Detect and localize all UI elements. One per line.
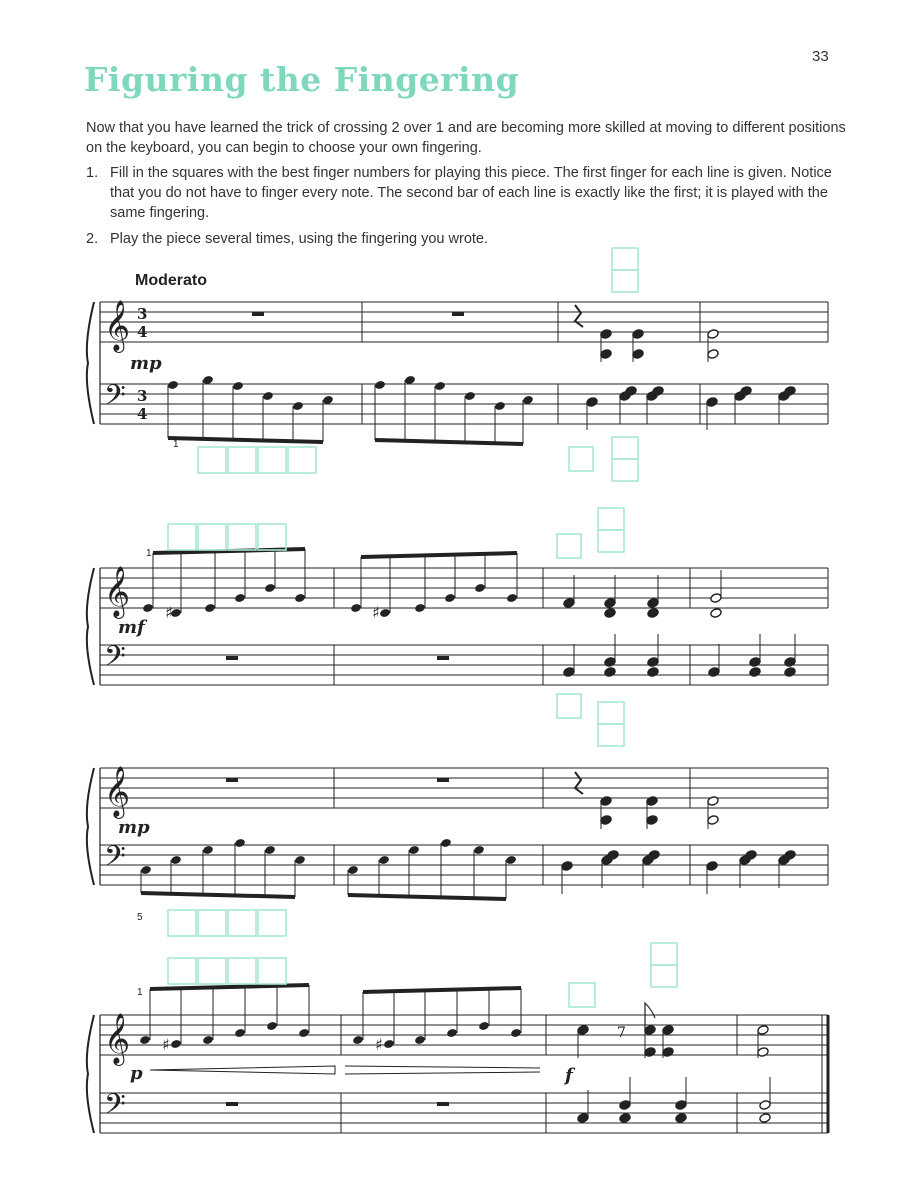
note-head <box>170 1039 182 1049</box>
note-head <box>749 667 761 678</box>
fingering-box <box>557 534 581 558</box>
half-note <box>710 608 722 619</box>
beam <box>348 895 506 899</box>
note-head <box>494 401 506 411</box>
note-head <box>563 667 575 678</box>
note-head <box>262 391 274 401</box>
time-signature-top: 3 <box>137 387 148 405</box>
note-head <box>619 1100 631 1111</box>
note-head <box>234 1028 246 1038</box>
crescendo-hairpin <box>345 1066 540 1068</box>
note-head <box>708 667 720 678</box>
note-head <box>379 608 391 618</box>
half-note <box>707 796 719 807</box>
fingering-box <box>258 958 286 984</box>
whole-rest <box>437 778 449 782</box>
treble-clef: 𝄞 <box>104 766 131 817</box>
note-head <box>474 583 486 593</box>
half-note <box>759 1113 771 1124</box>
note-head <box>446 1028 458 1038</box>
note-head <box>142 603 154 613</box>
instruction-number: 2. <box>86 231 99 247</box>
half-note <box>710 593 722 604</box>
note-head <box>478 1021 490 1031</box>
note-head <box>383 1039 395 1049</box>
note-head <box>784 657 796 668</box>
note-head <box>414 603 426 613</box>
instruction-text: Play the piece several times, using the fingering you wrote. <box>110 231 489 247</box>
quarter-rest <box>575 772 583 794</box>
fingering-box <box>557 694 581 718</box>
note-head <box>347 865 359 875</box>
note-head <box>167 380 179 390</box>
fingering-box <box>612 270 638 292</box>
fingering-box <box>612 459 638 481</box>
finger-number: 1 <box>173 439 179 450</box>
note-head <box>644 1025 656 1036</box>
bass-clef: 𝄢 <box>104 1088 126 1128</box>
note-head <box>264 845 276 855</box>
fingering-box <box>228 910 256 936</box>
tempo-marking: Moderato <box>135 272 207 289</box>
whole-rest <box>452 312 464 316</box>
note-head <box>644 1047 656 1058</box>
fingering-box <box>198 524 226 550</box>
note-head <box>586 397 598 408</box>
fingering-box <box>198 958 226 984</box>
instruction-text: Fill in the squares with the best finger numbers for playing this piece. The first finger for each line is given. Notice that you do not have to finger every note. The second bar of each line is exactly like the first; it is played with the same fingering. <box>110 165 832 221</box>
page-number: 33 <box>812 48 829 65</box>
fingering-box <box>258 524 286 550</box>
sharp-sign: ♯ <box>162 1035 170 1054</box>
whole-rest <box>226 1102 238 1106</box>
brace <box>87 568 94 685</box>
note-head <box>784 667 796 678</box>
dynamic-p: p <box>130 1063 143 1084</box>
crescendo-hairpin <box>345 1072 540 1074</box>
note-head <box>170 855 182 865</box>
intro-paragraph: Now that you have learned the trick of crossing 2 over 1 and are becoming more skilled at moving to different positions on the keyboard, you can begin to choose your own fingering. <box>86 120 846 156</box>
beam <box>375 440 523 444</box>
sharp-sign: ♯ <box>375 1035 383 1054</box>
note-head <box>294 593 306 603</box>
fingering-box <box>258 910 286 936</box>
note-head <box>232 381 244 391</box>
fingering-box <box>598 702 624 724</box>
note-head <box>632 329 644 340</box>
bass-clef: 𝄢 <box>104 840 126 880</box>
note-head <box>604 667 616 678</box>
fingering-box <box>651 965 677 987</box>
beam <box>150 985 309 989</box>
note-head <box>604 608 616 619</box>
whole-rest <box>226 778 238 782</box>
note-head <box>647 667 659 678</box>
note-head <box>706 861 718 872</box>
brace <box>87 302 94 424</box>
note-head <box>561 861 573 872</box>
note-head <box>619 1113 631 1124</box>
note-head <box>600 329 612 340</box>
note-head <box>675 1113 687 1124</box>
fingering-box <box>228 958 256 984</box>
fingering-box <box>168 958 196 984</box>
dynamic-mf: mf <box>118 617 145 638</box>
whole-rest <box>437 656 449 660</box>
fingering-box <box>288 447 316 473</box>
fingering-box <box>228 524 256 550</box>
beam <box>361 553 517 557</box>
fingering-box <box>598 508 624 530</box>
note-head <box>646 796 658 807</box>
note-head <box>408 845 420 855</box>
fingering-box <box>168 910 196 936</box>
fingering-box <box>612 248 638 270</box>
half-note <box>707 329 719 340</box>
note-head <box>675 1100 687 1111</box>
note-head <box>632 349 644 360</box>
sharp-sign: ♯ <box>372 603 380 622</box>
fingering-box <box>612 437 638 459</box>
fingering-box <box>198 447 226 473</box>
beam <box>141 893 295 897</box>
beam <box>363 988 521 992</box>
note-head <box>414 1035 426 1045</box>
note-head <box>647 608 659 619</box>
treble-clef: 𝄞 <box>104 566 131 617</box>
whole-rest <box>252 312 264 316</box>
brace <box>87 1015 94 1133</box>
fingering-box <box>198 910 226 936</box>
note-head <box>350 603 362 613</box>
fingering-box <box>598 724 624 746</box>
note-head <box>749 657 761 668</box>
beam <box>168 438 323 442</box>
fingering-box <box>651 943 677 965</box>
note-head <box>577 1025 589 1036</box>
note-head <box>140 865 152 875</box>
note-head <box>604 657 616 668</box>
note-head <box>298 1028 310 1038</box>
note-head <box>662 1047 674 1058</box>
note-head <box>294 855 306 865</box>
whole-rest <box>437 1102 449 1106</box>
note-head <box>510 1028 522 1038</box>
note-head <box>577 1113 589 1124</box>
note-head <box>378 855 390 865</box>
time-signature-bottom: 4 <box>137 405 148 423</box>
note-head <box>234 838 246 848</box>
note-head <box>434 381 446 391</box>
treble-clef: 𝄞 <box>104 300 131 351</box>
note-head <box>440 838 452 848</box>
finger-number: 1 <box>137 987 143 998</box>
note-head <box>202 845 214 855</box>
quarter-rest <box>575 305 583 327</box>
brace <box>87 768 94 885</box>
time-signature-top: 3 <box>137 305 148 323</box>
sharp-sign: ♯ <box>165 603 173 622</box>
dynamic-mp: mp <box>118 817 150 838</box>
note-head <box>139 1035 151 1045</box>
fingering-box <box>168 524 196 550</box>
note-head <box>264 583 276 593</box>
note-head <box>234 593 246 603</box>
note-head <box>600 349 612 360</box>
note-head <box>444 593 456 603</box>
fingering-box <box>569 983 595 1007</box>
half-note <box>707 349 719 360</box>
finger-number: 1 <box>146 548 152 559</box>
note-head <box>662 1025 674 1036</box>
note-head <box>600 796 612 807</box>
fingering-box <box>228 447 256 473</box>
half-note <box>707 815 719 826</box>
note-head <box>473 845 485 855</box>
fingering-box <box>258 447 286 473</box>
note-head <box>563 598 575 609</box>
note-head <box>647 598 659 609</box>
finger-number: 5 <box>137 912 143 923</box>
note-head <box>506 593 518 603</box>
note-head <box>464 391 476 401</box>
note-head <box>600 815 612 826</box>
note-head <box>646 815 658 826</box>
half-note <box>759 1100 771 1111</box>
half-note <box>757 1047 769 1058</box>
bass-clef: 𝄢 <box>104 379 126 419</box>
note-head <box>292 401 304 411</box>
bass-clef: 𝄢 <box>104 640 126 680</box>
note-head <box>505 855 517 865</box>
whole-rest <box>226 656 238 660</box>
note-head <box>374 380 386 390</box>
note-head <box>266 1021 278 1031</box>
page-title: Figuring the Fingering <box>84 60 520 99</box>
time-signature-bottom: 4 <box>137 323 148 341</box>
note-head <box>352 1035 364 1045</box>
eighth-rest: 7 <box>617 1025 626 1041</box>
note-head <box>604 598 616 609</box>
dynamic-f: f <box>565 1065 573 1086</box>
fingering-box <box>598 530 624 552</box>
note-head <box>204 603 216 613</box>
note-head <box>202 1035 214 1045</box>
dynamic-mp: mp <box>130 353 162 374</box>
crescendo-hairpin <box>150 1066 335 1074</box>
fingering-box <box>569 447 593 471</box>
instruction-number: 1. <box>86 165 99 181</box>
note-head <box>706 397 718 408</box>
treble-clef: 𝄞 <box>104 1013 131 1064</box>
half-note <box>757 1025 769 1036</box>
note-head <box>647 657 659 668</box>
